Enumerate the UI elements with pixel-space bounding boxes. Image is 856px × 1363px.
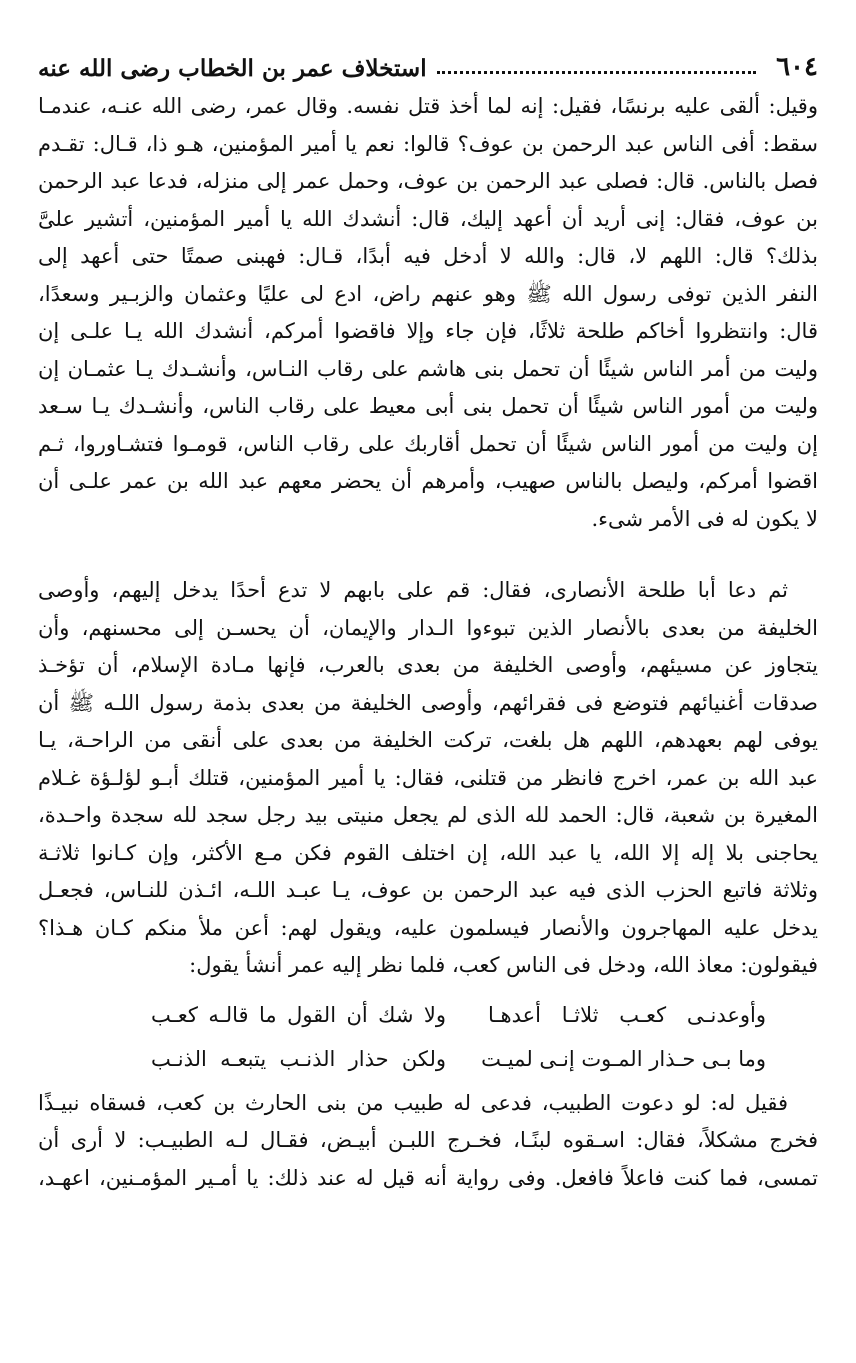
text-line: صدقات أغنيائهم فتوضع فى فقرائهم، وأوصى الخليفة من بعدى بذمة رسول اللـه ﷺ أن (38, 690, 818, 715)
text-line: فيقولون: معاذ الله، ودخل فى الناس كعب، فلما نظر إليه عمر أنشأ يقول: (189, 953, 818, 977)
text-line: يحاجنى بلا إله إلا الله، يا عبد الله، إن اختلف القوم فكن مـع الأكثر، وإن كـانوا ثلاثـة (38, 840, 818, 865)
page-number: ٦٠٤ (776, 52, 818, 82)
verse-first-hemistich: وأوعدنـى كعـب ثلاثـا أعدهـا (488, 1002, 766, 1027)
text-line: يدخل عليه المهاجرون والأنصار فيسلمون عليه، ويقول لهم: أعن ملأ منكم كـان هـذا؟ (38, 915, 818, 940)
text-line: وثلاثة فاتبع الحزب الذى فيه عبد الرحمن بن عوف، يـا عبـد اللـه، ائـذن للنـاس، فجعـل (38, 878, 818, 902)
text-line: سقط: أفى الناس عبد الرحمن بن عوف؟ قالوا: نعم يا أمير المؤمنين، هـو ذا، قـال: تقـدم (38, 131, 818, 156)
text-line: تمسى، فما كنت فاعلاً فافعل. وفى رواية أنه قيل له عند ذلك: يا أمـير المؤمـنين، اعهـد، (38, 1165, 818, 1190)
text-line: بن عوف، فقال: إنى أريد أن أعهد إليك، قال: أنشدك الله يا أمير المؤمنين، أتشير علىَّ (38, 206, 818, 231)
verse-first-hemistich: وما بـى حـذار المـوت إنـى لميـت (481, 1046, 766, 1071)
page-header (38, 42, 818, 82)
text-line: إن وليت من أمور الناس شيئًا أن تحمل أقاربك على رقاب الناس، قومـوا فتشـاوروا، ثـم (38, 431, 818, 456)
book-page (38, 0, 818, 1363)
running-title: استخلاف عمر بن الخطاب رضى الله عنه (38, 55, 427, 82)
paragraph-2 (38, 572, 818, 985)
text-line: وليت من أمور الناس شيئًا أن تحمل بنى أبى معيط على رقاب الناس، وأنشـدك يـا سـعد (38, 394, 818, 418)
verse-line (38, 1037, 818, 1081)
text-line: الخليفة من بعدى بالأنصار الذين تبوءوا الـدار والإيمان، أن يحسـن إلى محسنهم، وأن (38, 615, 818, 640)
text-line: لا يكون له فى الأمر شىء. (591, 506, 818, 531)
header-dot-leader (437, 71, 756, 74)
paragraph-3 (38, 1085, 818, 1198)
verse-line (38, 993, 818, 1037)
text-line: يتجاوز عن مسيئهم، وأوصى الخليفة من بعدى بالعرب، فإنها مـادة الإسلام، أن تؤخـذ (38, 653, 818, 677)
verse-second-hemistich: ولا شك أن القول ما قالـه كعـب (151, 1002, 446, 1027)
text-line: النفر الذين توفى رسول الله ﷺ وهو عنهم راض، ادع لى عليًا وعثمان والزبـير وسعدًا، (38, 281, 818, 306)
body-text (38, 88, 818, 1197)
text-line: وقيل: ألقى عليه برنسًا، فقيل: إنه لما أخذ قتل نفسه. وقال عمر، رضى الله عنـه، عندمـا (38, 94, 818, 118)
text-line: ثم دعا أبا طلحة الأنصارى، فقال: قم على بابهم لا تدع أحدًا يدخل إليهم، وأوصى (38, 578, 788, 602)
verse-second-hemistich: ولكن حذار الذنـب يتبعـه الذنـب (151, 1046, 446, 1071)
paragraph-gap (38, 538, 818, 572)
text-line: اقضوا أمركم، وليصل بالناس صهيب، وأمرهم أن يحضر معهم عبد الله بن عمر علـى أن (38, 469, 818, 493)
text-line: المغيرة بن شعبة، قال: الحمد لله الذى لم يجعل منيتى بيد رجل سجد لله سجدة واحـدة، (38, 803, 818, 827)
text-line: بذلك؟ قال: اللهم لا، قال: والله لا أدخل فيه أبدًا، قـال: فهبنى صمتًا حتى أعهد إلى (38, 244, 818, 268)
text-line: وليت من أمر الناس شيئًا أن تحمل بنى هاشم على رقاب النـاس، وأنشـدك يـا عثمـان إن (38, 356, 818, 381)
text-line: فخرج مشكلاً، فقال: اسـقوه لبنًـا، فخـرج اللبـن أبيـض، فقـال لـه الطبيـب: لا أرى أن (38, 1128, 818, 1152)
poem-verses (38, 993, 818, 1081)
paragraph-1 (38, 88, 818, 538)
text-line: فصل بالناس. قال: فصلى عبد الرحمن بن عوف، وحمل عمر إلى منزله، فدعا عبد الرحمن (38, 169, 818, 193)
text-line: قال: وانتظروا أخاكم طلحة ثلاثًا، فإن جاء وإلا فاقضوا أمركم، أنشدك الله يـا علـى إن (38, 319, 818, 343)
text-line: عبد الله بن عمر، اخرج فانظر من قتلنى، فقال: يا أمير المؤمنين، قتلك أبـو لؤلـؤة غـلام (38, 765, 818, 790)
text-line: يوفى لهم بعهدهم، اللهم هل بلغت، تركت الخليفة من بعدى على أنقى من الراحـة، يـا (38, 728, 818, 752)
text-line: فقيل له: لو دعوت الطبيب، فدعى له طبيب من بنى الحارث بن كعب، فسقاه نبيـذًا (38, 1090, 788, 1115)
